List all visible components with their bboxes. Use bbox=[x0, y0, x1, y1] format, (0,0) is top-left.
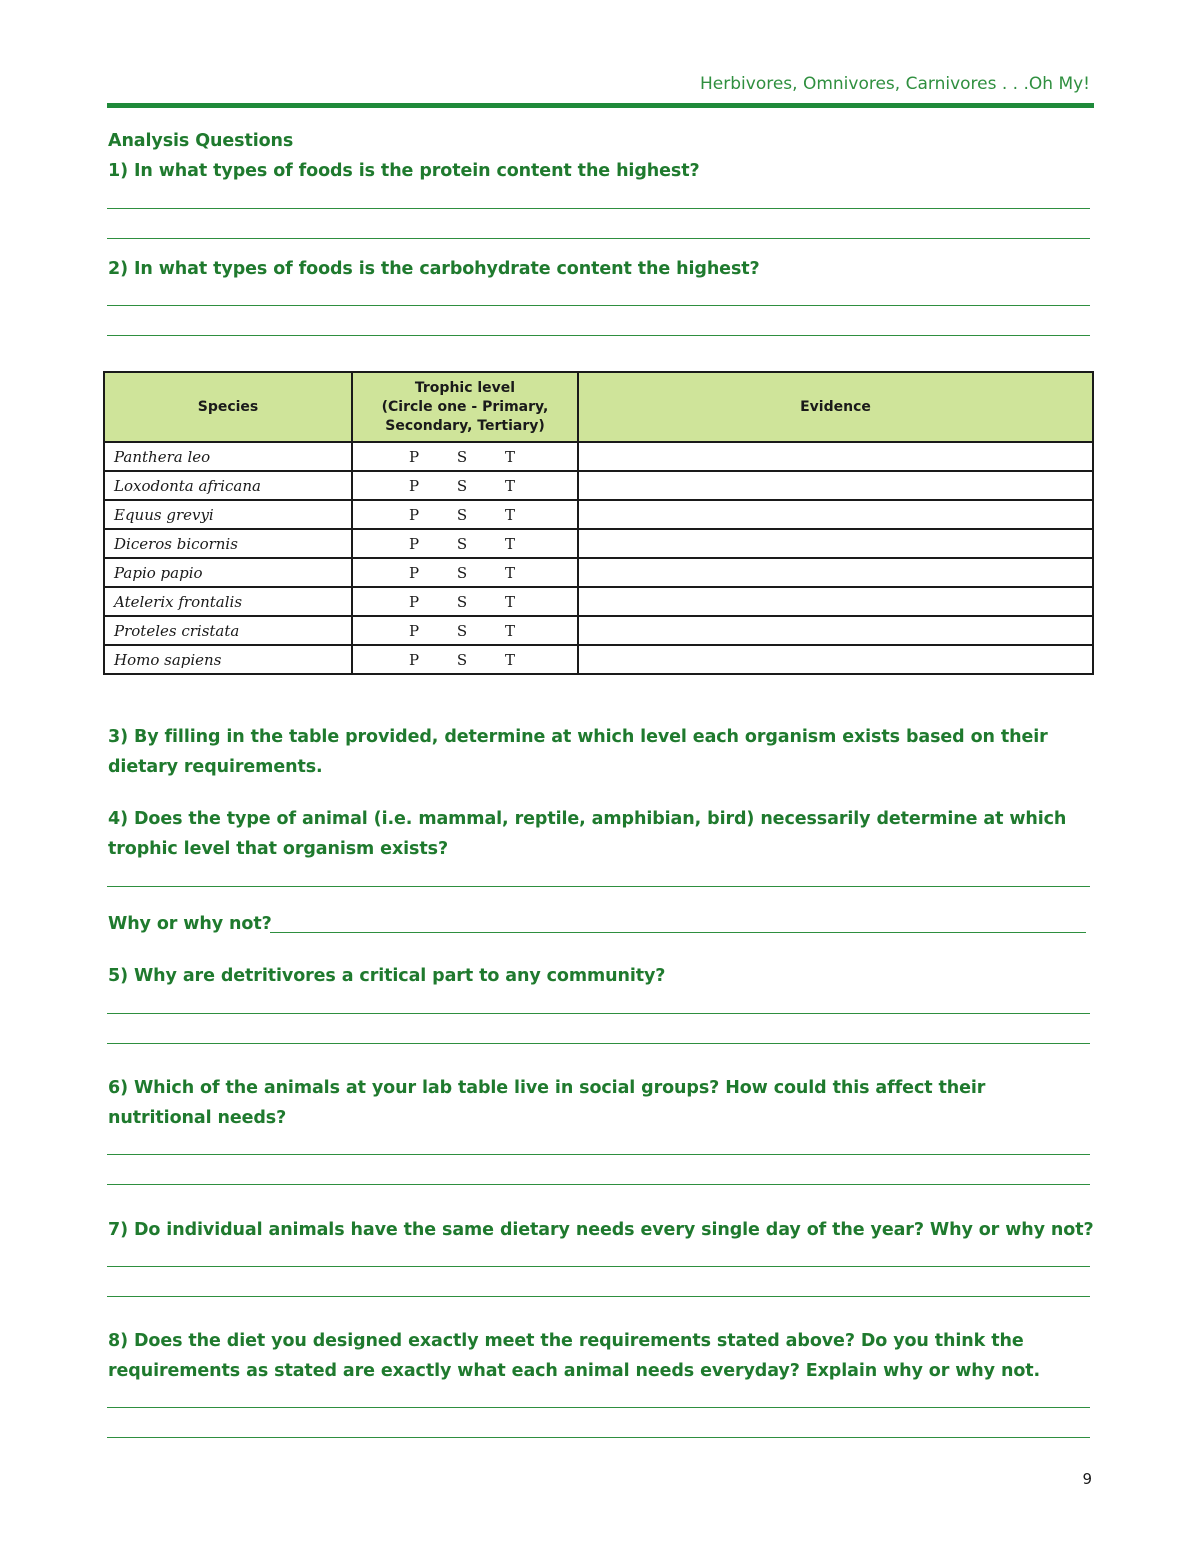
trophic-option-t[interactable]: T bbox=[504, 534, 515, 553]
table-row bbox=[104, 558, 1093, 587]
evidence-cell[interactable] bbox=[578, 558, 1093, 587]
trophic-header-line-1: Trophic level bbox=[414, 379, 516, 396]
trophic-option-s[interactable]: S bbox=[456, 476, 468, 495]
header-species: Species bbox=[104, 372, 352, 442]
trophic-option-t[interactable]: T bbox=[504, 650, 515, 669]
evidence-cell[interactable] bbox=[578, 587, 1093, 616]
answer-line-q4[interactable] bbox=[107, 886, 1090, 887]
page-number: 9 bbox=[1082, 1470, 1092, 1488]
evidence-cell[interactable] bbox=[578, 442, 1093, 471]
question-6: 6) Which of the animals at your lab table live in social groups? How could this affect their nutritional needs? bbox=[108, 1078, 986, 1128]
answer-line-q6-b[interactable] bbox=[107, 1184, 1090, 1185]
answer-line-q6-a[interactable] bbox=[107, 1154, 1090, 1155]
trophic-option-p[interactable]: P bbox=[409, 650, 420, 669]
question-4: 4) Does the type of animal (i.e. mammal, reptile, amphibian, bird) necessarily determine at which trophic level that organism exists? bbox=[108, 809, 1067, 859]
species-name: Panthera leo bbox=[104, 442, 352, 471]
answer-line-q5-b[interactable] bbox=[107, 1043, 1090, 1044]
trophic-option-s[interactable]: S bbox=[456, 563, 468, 582]
trophic-option-t[interactable]: T bbox=[504, 621, 515, 640]
question-2: 2) In what types of foods is the carbohydrate content the highest? bbox=[108, 259, 760, 279]
trophic-header-line-2: (Circle one - Primary, bbox=[381, 398, 549, 415]
question-3: 3) By filling in the table provided, determine at which level each organism exists based on their dietary requirements. bbox=[108, 727, 1048, 777]
table-row bbox=[104, 616, 1093, 645]
species-name: Diceros bicornis bbox=[104, 529, 352, 558]
trophic-level-choices bbox=[352, 616, 578, 645]
species-name: Equus grevyi bbox=[104, 500, 352, 529]
question-1: 1) In what types of foods is the protein content the highest? bbox=[108, 161, 700, 181]
trophic-option-s[interactable]: S bbox=[456, 447, 468, 466]
question-5: 5) Why are detritivores a critical part to any community? bbox=[108, 966, 666, 986]
trophic-option-t[interactable]: T bbox=[504, 447, 515, 466]
table-row bbox=[104, 529, 1093, 558]
answer-line-q7-b[interactable] bbox=[107, 1296, 1090, 1297]
answer-line-q8-b[interactable] bbox=[107, 1437, 1090, 1438]
header-rule bbox=[107, 103, 1094, 108]
trophic-option-p[interactable]: P bbox=[409, 621, 420, 640]
trophic-option-s[interactable]: S bbox=[456, 505, 468, 524]
evidence-cell[interactable] bbox=[578, 500, 1093, 529]
trophic-option-p[interactable]: P bbox=[409, 534, 420, 553]
trophic-option-p[interactable]: P bbox=[409, 505, 420, 524]
table-row bbox=[104, 442, 1093, 471]
species-name: Homo sapiens bbox=[104, 645, 352, 674]
trophic-option-s[interactable]: S bbox=[456, 592, 468, 611]
species-name: Loxodonta africana bbox=[104, 471, 352, 500]
answer-line-q2-a[interactable] bbox=[107, 305, 1090, 306]
trophic-option-s[interactable]: S bbox=[456, 650, 468, 669]
section-title: Analysis Questions bbox=[108, 131, 294, 151]
trophic-level-choices bbox=[352, 587, 578, 616]
species-name: Papio papio bbox=[104, 558, 352, 587]
answer-line-q8-a[interactable] bbox=[107, 1407, 1090, 1408]
trophic-level-choices bbox=[352, 500, 578, 529]
trophic-option-p[interactable]: P bbox=[409, 592, 420, 611]
trophic-level-choices bbox=[352, 645, 578, 674]
answer-line-q1-a[interactable] bbox=[107, 208, 1090, 209]
header-trophic-level bbox=[352, 372, 578, 442]
trophic-header-line-3: Secondary, Tertiary) bbox=[385, 417, 545, 434]
evidence-cell[interactable] bbox=[578, 616, 1093, 645]
answer-line-q7-a[interactable] bbox=[107, 1266, 1090, 1267]
trophic-option-t[interactable]: T bbox=[504, 563, 515, 582]
trophic-level-choices bbox=[352, 529, 578, 558]
question-7: 7) Do individual animals have the same dietary needs every single day of the year? Why or why not? bbox=[108, 1220, 1094, 1240]
answer-line-q5-a[interactable] bbox=[107, 1013, 1090, 1014]
trophic-option-p[interactable]: P bbox=[409, 476, 420, 495]
trophic-level-choices bbox=[352, 442, 578, 471]
trophic-option-p[interactable]: P bbox=[409, 447, 420, 466]
trophic-level-table bbox=[103, 371, 1094, 675]
question-4-followup: Why or why not? bbox=[108, 914, 272, 934]
evidence-cell[interactable] bbox=[578, 529, 1093, 558]
trophic-option-s[interactable]: S bbox=[456, 621, 468, 640]
evidence-cell[interactable] bbox=[578, 645, 1093, 674]
answer-line-q2-b[interactable] bbox=[107, 335, 1090, 336]
answer-line-q4-followup[interactable] bbox=[270, 932, 1086, 933]
trophic-option-t[interactable]: T bbox=[504, 592, 515, 611]
trophic-option-p[interactable]: P bbox=[409, 563, 420, 582]
header-evidence: Evidence bbox=[578, 372, 1093, 442]
evidence-cell[interactable] bbox=[578, 471, 1093, 500]
trophic-option-t[interactable]: T bbox=[504, 476, 515, 495]
species-name: Proteles cristata bbox=[104, 616, 352, 645]
question-8: 8) Does the diet you designed exactly meet the requirements stated above? Do you think the requirements as stated are exactly what each animal needs everyday? Explain why or why not. bbox=[108, 1331, 1041, 1381]
trophic-level-choices bbox=[352, 471, 578, 500]
table-row bbox=[104, 645, 1093, 674]
trophic-option-t[interactable]: T bbox=[504, 505, 515, 524]
table-row bbox=[104, 500, 1093, 529]
table-row bbox=[104, 587, 1093, 616]
trophic-level-choices bbox=[352, 558, 578, 587]
trophic-option-s[interactable]: S bbox=[456, 534, 468, 553]
species-name: Atelerix frontalis bbox=[104, 587, 352, 616]
table-row bbox=[104, 471, 1093, 500]
running-header: Herbivores, Omnivores, Carnivores . . .Oh My! bbox=[700, 74, 1090, 94]
answer-line-q1-b[interactable] bbox=[107, 238, 1090, 239]
